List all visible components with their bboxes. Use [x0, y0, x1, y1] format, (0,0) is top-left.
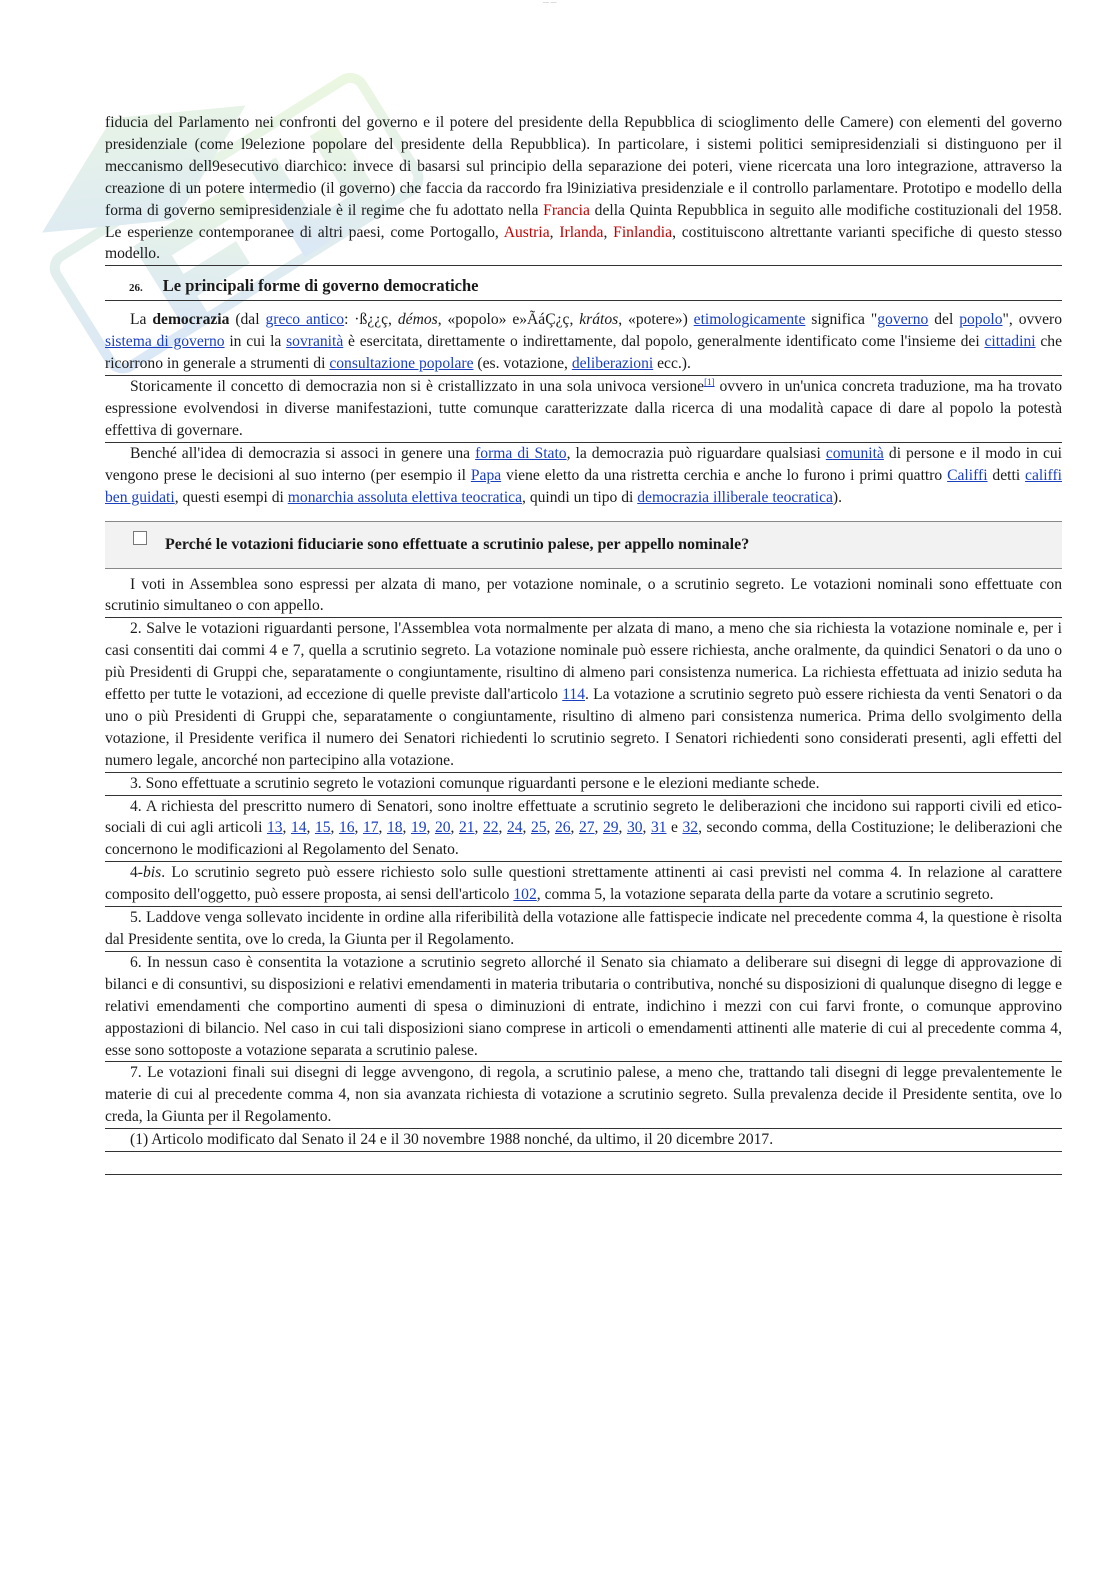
question-box [105, 521, 1062, 569]
finlandia-text: Finlandia [613, 223, 673, 241]
link-article-26[interactable]: 26 [554, 819, 571, 837]
section-title: Le principali forme di governo democratiche [162, 276, 479, 296]
comma-7: 7. Le votazioni finali sui disegni di legge avvengono, di regola, a scrutinio palese, a meno che, trattando tali disegni di legge prevalentemente le materie di cui al precedente comma 4, non sia avanzata richiesta di votazione a scrutinio segreto. Sulla prevalenza decide il Presidente sentita, ove lo creda, la Giunta per il Regolamento. [105, 1062, 1062, 1129]
link-califfi-ben-guidati[interactable]: califfi ben guidati [105, 466, 1062, 506]
link-article-13[interactable]: 13 [266, 819, 283, 837]
question-checkbox[interactable] [133, 531, 147, 545]
link-sovranita[interactable]: sovranità [286, 333, 344, 351]
francia-text: Francia [543, 201, 590, 219]
link-article-19[interactable]: 19 [410, 819, 427, 837]
link-article-32[interactable]: 32 [682, 819, 699, 837]
empty-rule [105, 1152, 1062, 1175]
link-article-31[interactable]: 31 [650, 819, 667, 837]
comma-3: 3. Sono effettuate a scrutinio segreto le votazioni comunque riguardanti persone e le elezioni mediante schede. [105, 773, 1062, 796]
section-heading [105, 266, 1062, 301]
comma-2: 2. Salve le votazioni riguardanti persone, l'Assemblea vota normalmente per alzata di mano, a meno che sia richiesta la votazione nominale e, per i casi consentiti dai commi 4 e 7, quella a scrutinio segreto. La votazione nominale può essere richiesta, anche oralmente, da quindici Senatori o da uno o più Presidenti di Gruppi che, separatamente o congiuntamente, risultino di almeno pari consistenza numerica. La richiesta effettuata ad inizio seduta ha effetto per tutte le votazioni, ad eccezione di quelle previste dall'articolo 114. La votazione a scrutinio segreto può essere richiesta da venti Senatori o da uno o più Presidenti di Gruppi che, separatamente o congiuntamente, risultino di almeno pari consistenza numerica. Prima dello svolgimento della votazione, il Presidente verifica il numero dei Senatori richiedenti lo scrutinio segreto. I Senatori richiedenti sono considerati presenti, agli effetti del numero legale, ancorché non partecipino alla votazione. [105, 618, 1062, 772]
link-article-29[interactable]: 29 [602, 819, 619, 837]
link-article-18[interactable]: 18 [386, 819, 403, 837]
link-democrazia-illiberale[interactable]: democrazia illiberale teocratica [637, 488, 833, 506]
link-comunita[interactable]: comunità [825, 444, 884, 462]
link-etimologicamente[interactable]: etimologicamente [693, 311, 806, 329]
section-number: 26. [129, 282, 143, 295]
link-cittadini[interactable]: cittadini [984, 333, 1036, 351]
link-forma-di-stato[interactable]: forma di Stato [475, 444, 567, 462]
link-article-24[interactable]: 24 [506, 819, 523, 837]
link-consultazione-popolare[interactable]: consultazione popolare [329, 355, 474, 373]
link-papa[interactable]: Papa [470, 466, 502, 484]
footnote-link-1[interactable]: [1] [704, 376, 715, 387]
link-governo[interactable]: governo [877, 311, 929, 329]
link-califfi[interactable]: Califfi [947, 466, 988, 484]
link-article-25[interactable]: 25 [530, 819, 547, 837]
link-article-16[interactable]: 16 [338, 819, 355, 837]
comma-1: I voti in Assemblea sono espressi per alzata di mano, per votazione nominale, o a scrutinio segreto. Le votazioni nominali sono effettuate con scrutinio simultaneo o con appello. [105, 574, 1062, 619]
document-body [105, 112, 1062, 1175]
link-article-15[interactable]: 15 [314, 819, 331, 837]
austria-text: Austria [503, 223, 550, 241]
link-article-102[interactable]: 102 [513, 886, 537, 904]
link-article-22[interactable]: 22 [482, 819, 499, 837]
link-article-14[interactable]: 14 [290, 819, 307, 837]
link-greco-antico[interactable]: greco antico [265, 311, 345, 329]
link-article-21[interactable]: 21 [458, 819, 475, 837]
link-article-30[interactable]: 30 [626, 819, 643, 837]
comma-5: 5. Laddove venga sollevato incidente in ordine alla riferibilità della votazione alle fattispecie indicate nel precedente comma 4, la questione è risolta dal Presidente sentita, ove lo creda, la Giunta per il Regolamento. [105, 907, 1062, 952]
comma-4-bis: 4-bis. Lo scrutinio segreto può essere richiesto solo sulle questioni strettamente attinenti ai casi previsti nel comma 4. In relazione al carattere composito dell'oggetto, può essere proposta, ai sensi dell'articolo 102, comma 5, la votazione separata della parte da votare a scrutinio segreto. [105, 862, 1062, 907]
link-article-27[interactable]: 27 [578, 819, 595, 837]
article-links: 13, 14, 15, 16, 17, 18, 19, 20, 21, 22, 24, 25, 26, 27, 29, 30, 31 [266, 819, 667, 837]
link-deliberazioni[interactable]: deliberazioni [571, 355, 654, 373]
democrazia-paragraph: La democrazia (dal greco antico: ·ß¿¿ç, démos, «popolo» e»ÃáÇ¿ç, krátos, «potere») etimologicamente significa "governo del popolo", ovvero sistema di governo in cui la sovranità è esercitata, direttamente o indirettamente, dal popolo, generalmente identificato come l'insieme dei cittadini che ricorrono in generale a strumenti di consultazione popolare (es. votazione, deliberazioni ecc.). [105, 309, 1062, 376]
storicamente-paragraph: Storicamente il concetto di democrazia non si è cristallizzato in una sola univoca versione[1] ovvero in un'unica concreta traduzione, ma ha trovato espressione evolvendosi in diverse manifestazioni, tutte comunque caratterizzate dalla ricerca di una modalità capace di dare al popolo la potestà effettiva di governare. [105, 376, 1062, 443]
irlanda-text: Irlanda [559, 223, 604, 241]
link-sistema-di-governo[interactable]: sistema di governo [105, 333, 225, 351]
comma-4: 4. A richiesta del prescritto numero di Senatori, sono inoltre effettuate a scrutinio segreto le deliberazioni che incidono sui rapporti civili ed etico-sociali di cui agli articoli 13, 14, 15, 16, 17, 18, 19, 20, 21, 22, 24, 25, 26, 27, 29, 30, 31 e 32, secondo comma, della Costituzione; le deliberazioni che concernono le modificazioni al Regolamento del Senato. [105, 796, 1062, 863]
comma-6: 6. In nessun caso è consentita la votazione a scrutinio segreto allorché il Senato sia chiamato a deliberare sui disegni di legge di approvazione di bilanci e di consuntivi, su disposizioni e relativi emendamenti in materia tributaria o contributiva, nonché su disposizioni di qualunque disegno di legge e relativi emendamenti che comportino aumenti di spesa o diminuzioni di entrate, indichino i mezzi con cui farvi fronte, o comunque approvino appostazioni di bilancio. Nel caso in cui tali disposizioni siano comprese in articoli o emendamenti attinenti alle materie di cui al precedente comma 4, esse sono sottoposte a votazione separata a scrutinio palese. [105, 952, 1062, 1063]
benche-paragraph: Benché all'idea di democrazia si associ in genere una forma di Stato, la democrazia può riguardare qualsiasi comunità di persone e il modo in cui vengono prese le decisioni al suo interno (per esempio il Papa viene eletto da una ristretta cerchia e anche lo furono i primi quattro Califfi detti califfi ben guidati, questi esempi di monarchia assoluta elettiva teocratica, quindi un tipo di democrazia illiberale teocratica). [105, 444, 1062, 506]
link-monarchia-assoluta[interactable]: monarchia assoluta elettiva teocratica [287, 488, 523, 506]
link-article-114[interactable]: 114 [562, 686, 585, 704]
question-text: Perché le votazioni fiduciarie sono effettuate a scrutinio palese, per appello nominale? [165, 535, 750, 553]
page-marker: — — [543, 0, 557, 6]
link-popolo[interactable]: popolo [959, 311, 1003, 329]
link-article-17[interactable]: 17 [362, 819, 379, 837]
footnote-note: (1) Articolo modificato dal Senato il 24 e il 30 novembre 1988 nonché, da ultimo, il 20 dicembre 2017. [105, 1129, 1062, 1152]
link-article-20[interactable]: 20 [434, 819, 451, 837]
semipresidential-paragraph: fiducia del Parlamento nei confronti del governo e il potere del presidente della Repubblica di scioglimento delle Camere) con elementi del governo presidenziale (come l9elezione popolare del presidente della Repubblica). In particolare, i sistemi politici semipresidenziali si distinguono per il meccanismo dell9esecutivo diarchico: invece di basarsi sul principio della separazione dei poteri, viene ricercata una loro integrazione, attraverso la creazione di un potere intermedio (il governo) che faccia da raccordo fra l9iniziativa presidenziale e il controllo parlamentare. Prototipo e modello della forma di governo semipresidenziale è il regime che fu adottato nella Francia della Quinta Repubblica in seguito alle modifiche costituzionali del 1958. Le esperienze contemporanee di altri paesi, come Portogallo, Austria, Irlanda, Finlandia, costituiscono altrettante varianti specifiche di questo stesso modello. [105, 112, 1062, 266]
